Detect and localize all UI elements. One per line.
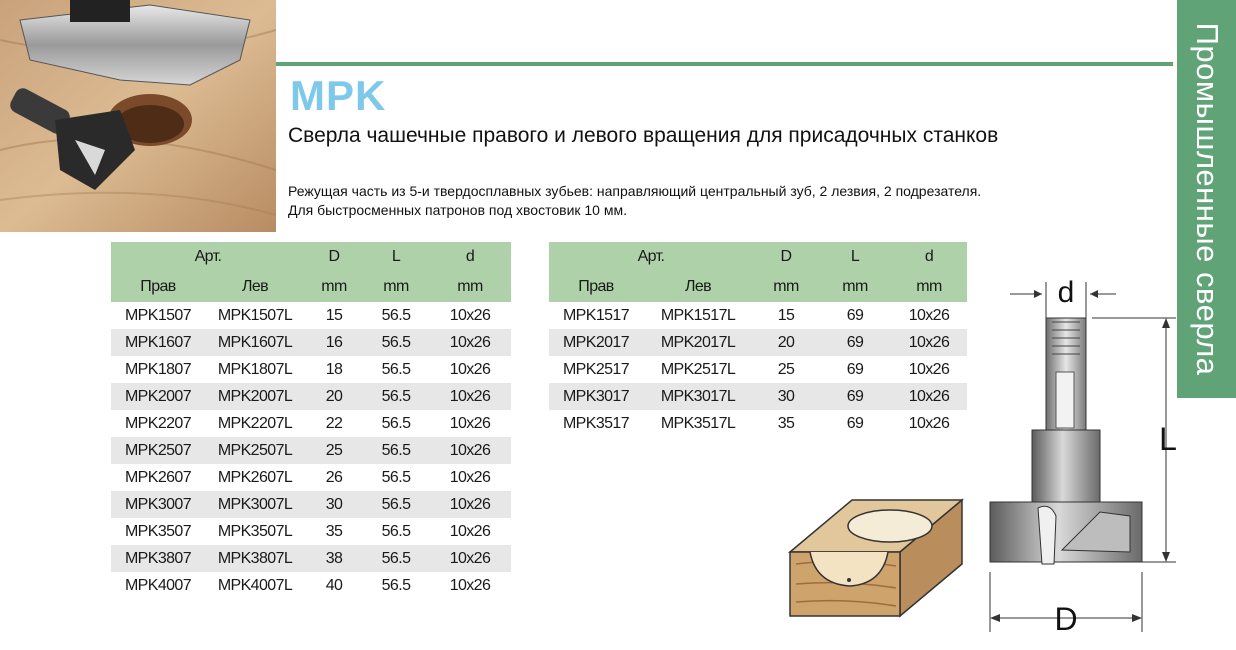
product-photo [0, 0, 276, 232]
diameter-D-cell: 20 [753, 329, 819, 356]
article-left-cell: MPK4007L [217, 576, 293, 594]
article-right-cell: MPK2517 [562, 360, 630, 378]
table-row [111, 383, 511, 410]
article-left-cell: MPK2017L [643, 329, 753, 356]
article-left-cell: MPK2607L [217, 468, 293, 486]
product-subtitle: Сверла чашечные правого и левого вращения для присадочных станков [288, 124, 999, 147]
article-right-cell: MPK2607 [124, 468, 192, 486]
table-row [549, 302, 967, 329]
article-right-cell: MPK3517 [562, 414, 630, 432]
length-L-cell: 56.5 [381, 306, 411, 324]
product-description [288, 182, 981, 220]
diameter-D-cell: 30 [753, 383, 819, 410]
product-code-title: MPK [290, 72, 387, 119]
diameter-D-cell: 35 [777, 414, 795, 432]
length-L-cell: 69 [846, 414, 864, 432]
diameter-D-cell: 16 [305, 329, 363, 356]
shank-d-cell: 10x26 [908, 360, 950, 378]
shank-d-cell: 10x26 [891, 329, 967, 356]
header-unit: mm [363, 272, 429, 302]
diameter-D-cell: 25 [305, 437, 363, 464]
diameter-D-cell: 15 [325, 306, 343, 324]
length-L-cell: 56.5 [363, 545, 429, 572]
length-L-cell: 56.5 [381, 468, 411, 486]
shank-d-cell: 10x26 [449, 360, 491, 378]
diagram-D-label: D [1054, 601, 1078, 637]
table-row [111, 545, 511, 572]
shank-d-cell: 10x26 [429, 545, 511, 572]
table-row [549, 410, 967, 437]
category-tab [1177, 0, 1236, 398]
header-unit: mm [819, 272, 891, 302]
article-left-cell: MPK1507L [217, 306, 293, 324]
article-right-cell: MPK1517 [562, 306, 630, 324]
length-L-cell: 69 [819, 383, 891, 410]
shank-d-cell: 10x26 [891, 383, 967, 410]
length-L-cell: 69 [846, 360, 864, 378]
shank-d-cell: 10x26 [449, 414, 491, 432]
article-right-cell: MPK3507 [124, 522, 192, 540]
spec-table-right-body [549, 302, 967, 437]
shank-d-cell: 10x26 [449, 576, 491, 594]
length-L-cell: 69 [819, 329, 891, 356]
article-left-cell: MPK2507L [205, 437, 305, 464]
header-art: Арт. [549, 242, 753, 272]
table-row [549, 356, 967, 383]
article-right-cell: MPK1607 [111, 329, 205, 356]
article-left-cell: MPK1517L [660, 306, 736, 324]
table-row [111, 329, 511, 356]
length-L-cell: 56.5 [381, 522, 411, 540]
article-left-cell: MPK2007L [205, 383, 305, 410]
article-left-cell: MPK3807L [205, 545, 305, 572]
header-divider [276, 62, 1173, 66]
article-left-cell: MPK1607L [205, 329, 305, 356]
article-right-cell: MPK2507 [111, 437, 205, 464]
length-L-cell: 69 [846, 306, 864, 324]
article-right-cell: MPK4007 [124, 576, 192, 594]
length-L-cell: 56.5 [363, 491, 429, 518]
shank-d-cell: 10x26 [429, 329, 511, 356]
length-L-cell: 56.5 [381, 414, 411, 432]
diameter-D-cell: 40 [325, 576, 343, 594]
header-right-rotation: Прав [549, 272, 643, 302]
length-L-cell: 56.5 [363, 383, 429, 410]
shank-d-cell: 10x26 [908, 414, 950, 432]
article-right-cell: MPK1507 [124, 306, 192, 324]
table-row [111, 437, 511, 464]
header-d: d [429, 242, 511, 272]
spec-table-left [111, 242, 511, 599]
header-unit: mm [305, 272, 363, 302]
header-L: L [819, 242, 891, 272]
diameter-D-cell: 25 [777, 360, 795, 378]
table-row [111, 410, 511, 437]
header-D: D [753, 242, 819, 272]
shank-d-cell: 10x26 [908, 306, 950, 324]
drill-dimension-diagram [980, 272, 1180, 642]
category-tab-label: Промышленные сверла [1189, 22, 1225, 376]
article-left-cell: MPK2207L [217, 414, 293, 432]
article-right-cell: MPK3807 [111, 545, 205, 572]
table-row [111, 464, 511, 491]
description-line-2: Для быстросменных патронов под хвостовик 10 мм. [288, 202, 628, 218]
article-right-cell: MPK2207 [124, 414, 192, 432]
diameter-D-cell: 35 [325, 522, 343, 540]
article-right-cell: MPK1807 [124, 360, 192, 378]
length-L-cell: 56.5 [363, 437, 429, 464]
spec-table-left-body [111, 302, 511, 599]
diameter-D-cell: 22 [325, 414, 343, 432]
shank-d-cell: 10x26 [429, 437, 511, 464]
header-right-rotation: Прав [111, 272, 205, 302]
table-row [549, 383, 967, 410]
header-left-rotation: Лев [643, 272, 753, 302]
length-L-cell: 56.5 [363, 329, 429, 356]
article-left-cell: MPK1807L [217, 360, 293, 378]
article-right-cell: MPK3007 [111, 491, 205, 518]
diameter-D-cell: 26 [325, 468, 343, 486]
table-row [111, 518, 511, 545]
diameter-D-cell: 20 [305, 383, 363, 410]
diagram-L-label: L [1159, 421, 1177, 457]
header-left-rotation: Лев [205, 272, 305, 302]
header-d: d [891, 242, 967, 272]
article-left-cell: MPK3017L [643, 383, 753, 410]
wood-block-illustration [786, 494, 964, 620]
spec-table-right [549, 242, 967, 437]
table-row [111, 302, 511, 329]
shank-d-cell: 10x26 [429, 383, 511, 410]
article-right-cell: MPK3017 [549, 383, 643, 410]
diameter-D-cell: 30 [305, 491, 363, 518]
shank-d-cell: 10x26 [449, 306, 491, 324]
shank-d-cell: 10x26 [449, 522, 491, 540]
shank-d-cell: 10x26 [449, 468, 491, 486]
diameter-D-cell: 18 [325, 360, 343, 378]
article-right-cell: MPK2017 [549, 329, 643, 356]
article-left-cell: MPK3517L [660, 414, 736, 432]
header-L: L [363, 242, 429, 272]
article-left-cell: MPK2517L [660, 360, 736, 378]
table-row [111, 572, 511, 599]
table-row [549, 329, 967, 356]
table-row [111, 356, 511, 383]
length-L-cell: 56.5 [381, 576, 411, 594]
header-art: Арт. [111, 242, 305, 272]
shank-d-cell: 10x26 [429, 491, 511, 518]
diagram-d-label: d [1057, 276, 1075, 309]
diameter-D-cell: 38 [305, 545, 363, 572]
table-row [111, 491, 511, 518]
length-L-cell: 56.5 [381, 360, 411, 378]
header-unit: mm [891, 272, 967, 302]
header-unit: mm [753, 272, 819, 302]
article-right-cell: MPK2007 [111, 383, 205, 410]
article-left-cell: MPK3507L [217, 522, 293, 540]
header-unit: mm [429, 272, 511, 302]
diameter-D-cell: 15 [777, 306, 795, 324]
description-line-1: Режущая часть из 5-и твердосплавных зубьев: направляющий центральный зуб, 2 лезвия, 2 подрезателя. [288, 183, 982, 199]
header-D: D [305, 242, 363, 272]
article-left-cell: MPK3007L [205, 491, 305, 518]
